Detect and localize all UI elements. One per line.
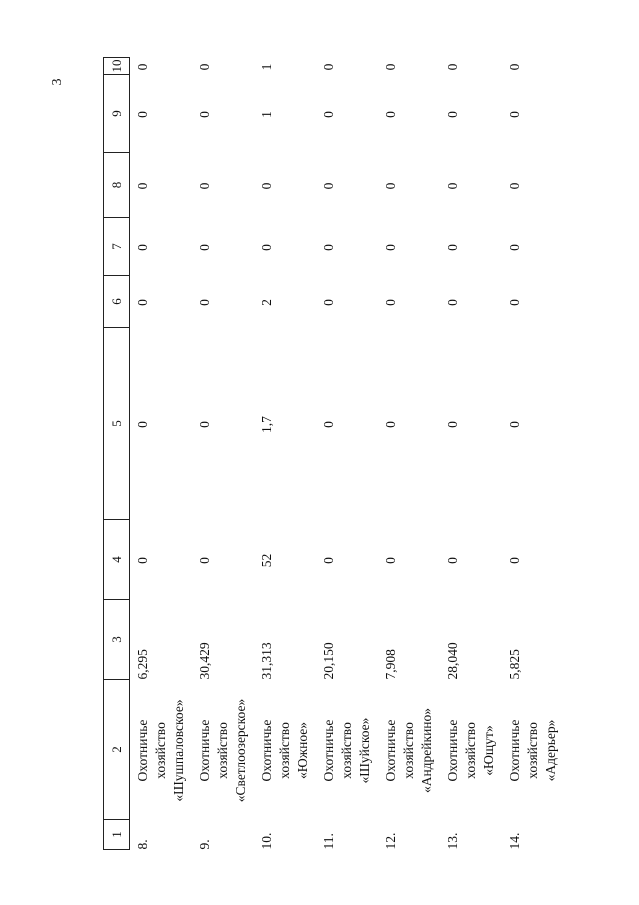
data-table — [103, 57, 576, 850]
cell-col-4: 52 — [259, 553, 274, 568]
hunting-ground-name — [316, 680, 378, 820]
cell-col-8: 0 — [135, 182, 150, 190]
table-row — [502, 58, 576, 850]
name-line: «Шушпаловское» — [171, 699, 186, 802]
cell-col-5: 0 — [197, 421, 212, 428]
name-line: хозяйство — [401, 722, 416, 779]
name-line: «Андрейкино» — [419, 707, 434, 794]
cell-col-6: 0 — [135, 299, 150, 306]
cell-col-3: 5,825 — [507, 649, 522, 680]
cell-col-4: 0 — [507, 557, 522, 564]
name-line: Охотничье — [445, 719, 460, 782]
cell-col-3: 31,313 — [259, 642, 274, 680]
row-number: 8. — [135, 839, 150, 850]
page-number: 3 — [50, 78, 65, 86]
cell-col-10: 0 — [197, 63, 212, 71]
header-cell-1: 1 — [104, 820, 130, 850]
cell-col-3: 30,429 — [197, 642, 212, 680]
name-line: «Южное» — [295, 722, 310, 779]
table-header-row — [104, 58, 130, 850]
header-cell-6: 6 — [104, 276, 130, 328]
cell-col-8: 0 — [321, 182, 336, 190]
table-row — [378, 58, 440, 850]
row-number: 13. — [445, 832, 460, 850]
cell-col-7: 0 — [383, 244, 398, 251]
name-line: Охотничье — [321, 719, 336, 782]
header-cell-8: 8 — [104, 153, 130, 218]
name-line: хозяйство — [525, 722, 540, 779]
cell-col-8: 0 — [507, 182, 522, 190]
name-line: «Адерьер» — [543, 719, 558, 782]
cell-col-7: 0 — [197, 244, 212, 251]
table-row — [316, 58, 378, 850]
name-line: «Шуйское» — [357, 717, 372, 784]
cell-col-8: 0 — [197, 182, 212, 190]
cell-col-3: 28,040 — [445, 642, 460, 680]
name-line: хозяйство — [339, 722, 354, 779]
cell-col-5: 0 — [507, 421, 522, 428]
table-row — [130, 58, 193, 850]
cell-col-8: 0 — [259, 182, 274, 190]
cell-col-7: 0 — [507, 244, 522, 251]
cell-col-10: 0 — [383, 63, 398, 71]
cell-col-9: 0 — [507, 111, 522, 118]
cell-col-5: 0 — [321, 421, 336, 428]
cell-col-6: 0 — [321, 299, 336, 306]
cell-col-6: 0 — [383, 299, 398, 306]
cell-col-4: 0 — [135, 557, 150, 564]
cell-col-5: 1,7 — [259, 416, 274, 433]
cell-col-5: 0 — [383, 421, 398, 428]
cell-col-10: 0 — [135, 63, 150, 71]
cell-col-4: 0 — [197, 557, 212, 564]
header-cell-10: 10 — [104, 58, 130, 75]
name-line: хозяйство — [463, 722, 478, 779]
name-line: хозяйство — [277, 722, 292, 779]
name-line: Охотничье — [259, 719, 274, 782]
name-line: хозяйство — [215, 722, 230, 779]
header-cell-3: 3 — [104, 600, 130, 680]
cell-col-6: 0 — [507, 299, 522, 306]
cell-col-3: 6,295 — [135, 649, 150, 680]
hunting-ground-name — [440, 680, 502, 820]
row-number: 12. — [383, 832, 398, 850]
cell-col-7: 0 — [321, 244, 336, 251]
name-line: хозяйство — [153, 722, 168, 779]
cell-col-10: 1 — [259, 63, 274, 71]
cell-col-9: 0 — [135, 111, 150, 118]
name-line: «Светлоозерское» — [233, 698, 248, 803]
cell-col-10: 0 — [507, 63, 522, 71]
cell-col-5: 0 — [445, 421, 460, 428]
row-number: 10. — [259, 832, 274, 850]
cell-col-5: 0 — [135, 421, 150, 428]
cell-col-6: 0 — [445, 299, 460, 306]
name-line: Охотничье — [383, 719, 398, 782]
cell-col-9: 0 — [445, 111, 460, 118]
row-number: 11. — [321, 833, 336, 850]
name-line: «Ющут» — [481, 725, 496, 776]
cell-col-8: 0 — [445, 182, 460, 190]
hunting-ground-name — [254, 680, 316, 820]
hunting-ground-name — [378, 680, 440, 820]
cell-col-9: 0 — [321, 111, 336, 118]
cell-col-10: 0 — [321, 63, 336, 71]
cell-col-4: 0 — [445, 557, 460, 564]
header-cell-4: 4 — [104, 520, 130, 600]
header-cell-5: 5 — [104, 328, 130, 520]
hunting-ground-name — [192, 680, 254, 820]
cell-col-4: 0 — [321, 557, 336, 564]
cell-col-3: 20,150 — [321, 642, 336, 680]
cell-col-3: 7,908 — [383, 649, 398, 680]
hunting-ground-name — [502, 680, 576, 820]
name-line: Охотничье — [507, 719, 522, 782]
name-line: Охотничье — [197, 719, 212, 782]
hunting-ground-name — [130, 680, 193, 820]
cell-col-7: 0 — [135, 244, 150, 251]
name-line: Охотничье — [135, 719, 150, 782]
cell-col-6: 0 — [197, 299, 212, 306]
table-row — [440, 58, 502, 850]
cell-col-9: 1 — [259, 111, 274, 118]
cell-col-9: 0 — [197, 111, 212, 118]
header-cell-9: 9 — [104, 75, 130, 153]
cell-col-10: 0 — [445, 63, 460, 71]
cell-col-7: 0 — [259, 244, 274, 251]
row-number: 14. — [507, 832, 522, 850]
header-cell-7: 7 — [104, 218, 130, 276]
table-row — [254, 58, 316, 850]
header-cell-2: 2 — [104, 680, 130, 820]
table-row — [192, 58, 254, 850]
cell-col-6: 2 — [259, 299, 274, 306]
cell-col-7: 0 — [445, 244, 460, 251]
row-number: 9. — [197, 839, 212, 850]
cell-col-9: 0 — [383, 111, 398, 118]
cell-col-4: 0 — [383, 557, 398, 564]
cell-col-8: 0 — [383, 182, 398, 190]
